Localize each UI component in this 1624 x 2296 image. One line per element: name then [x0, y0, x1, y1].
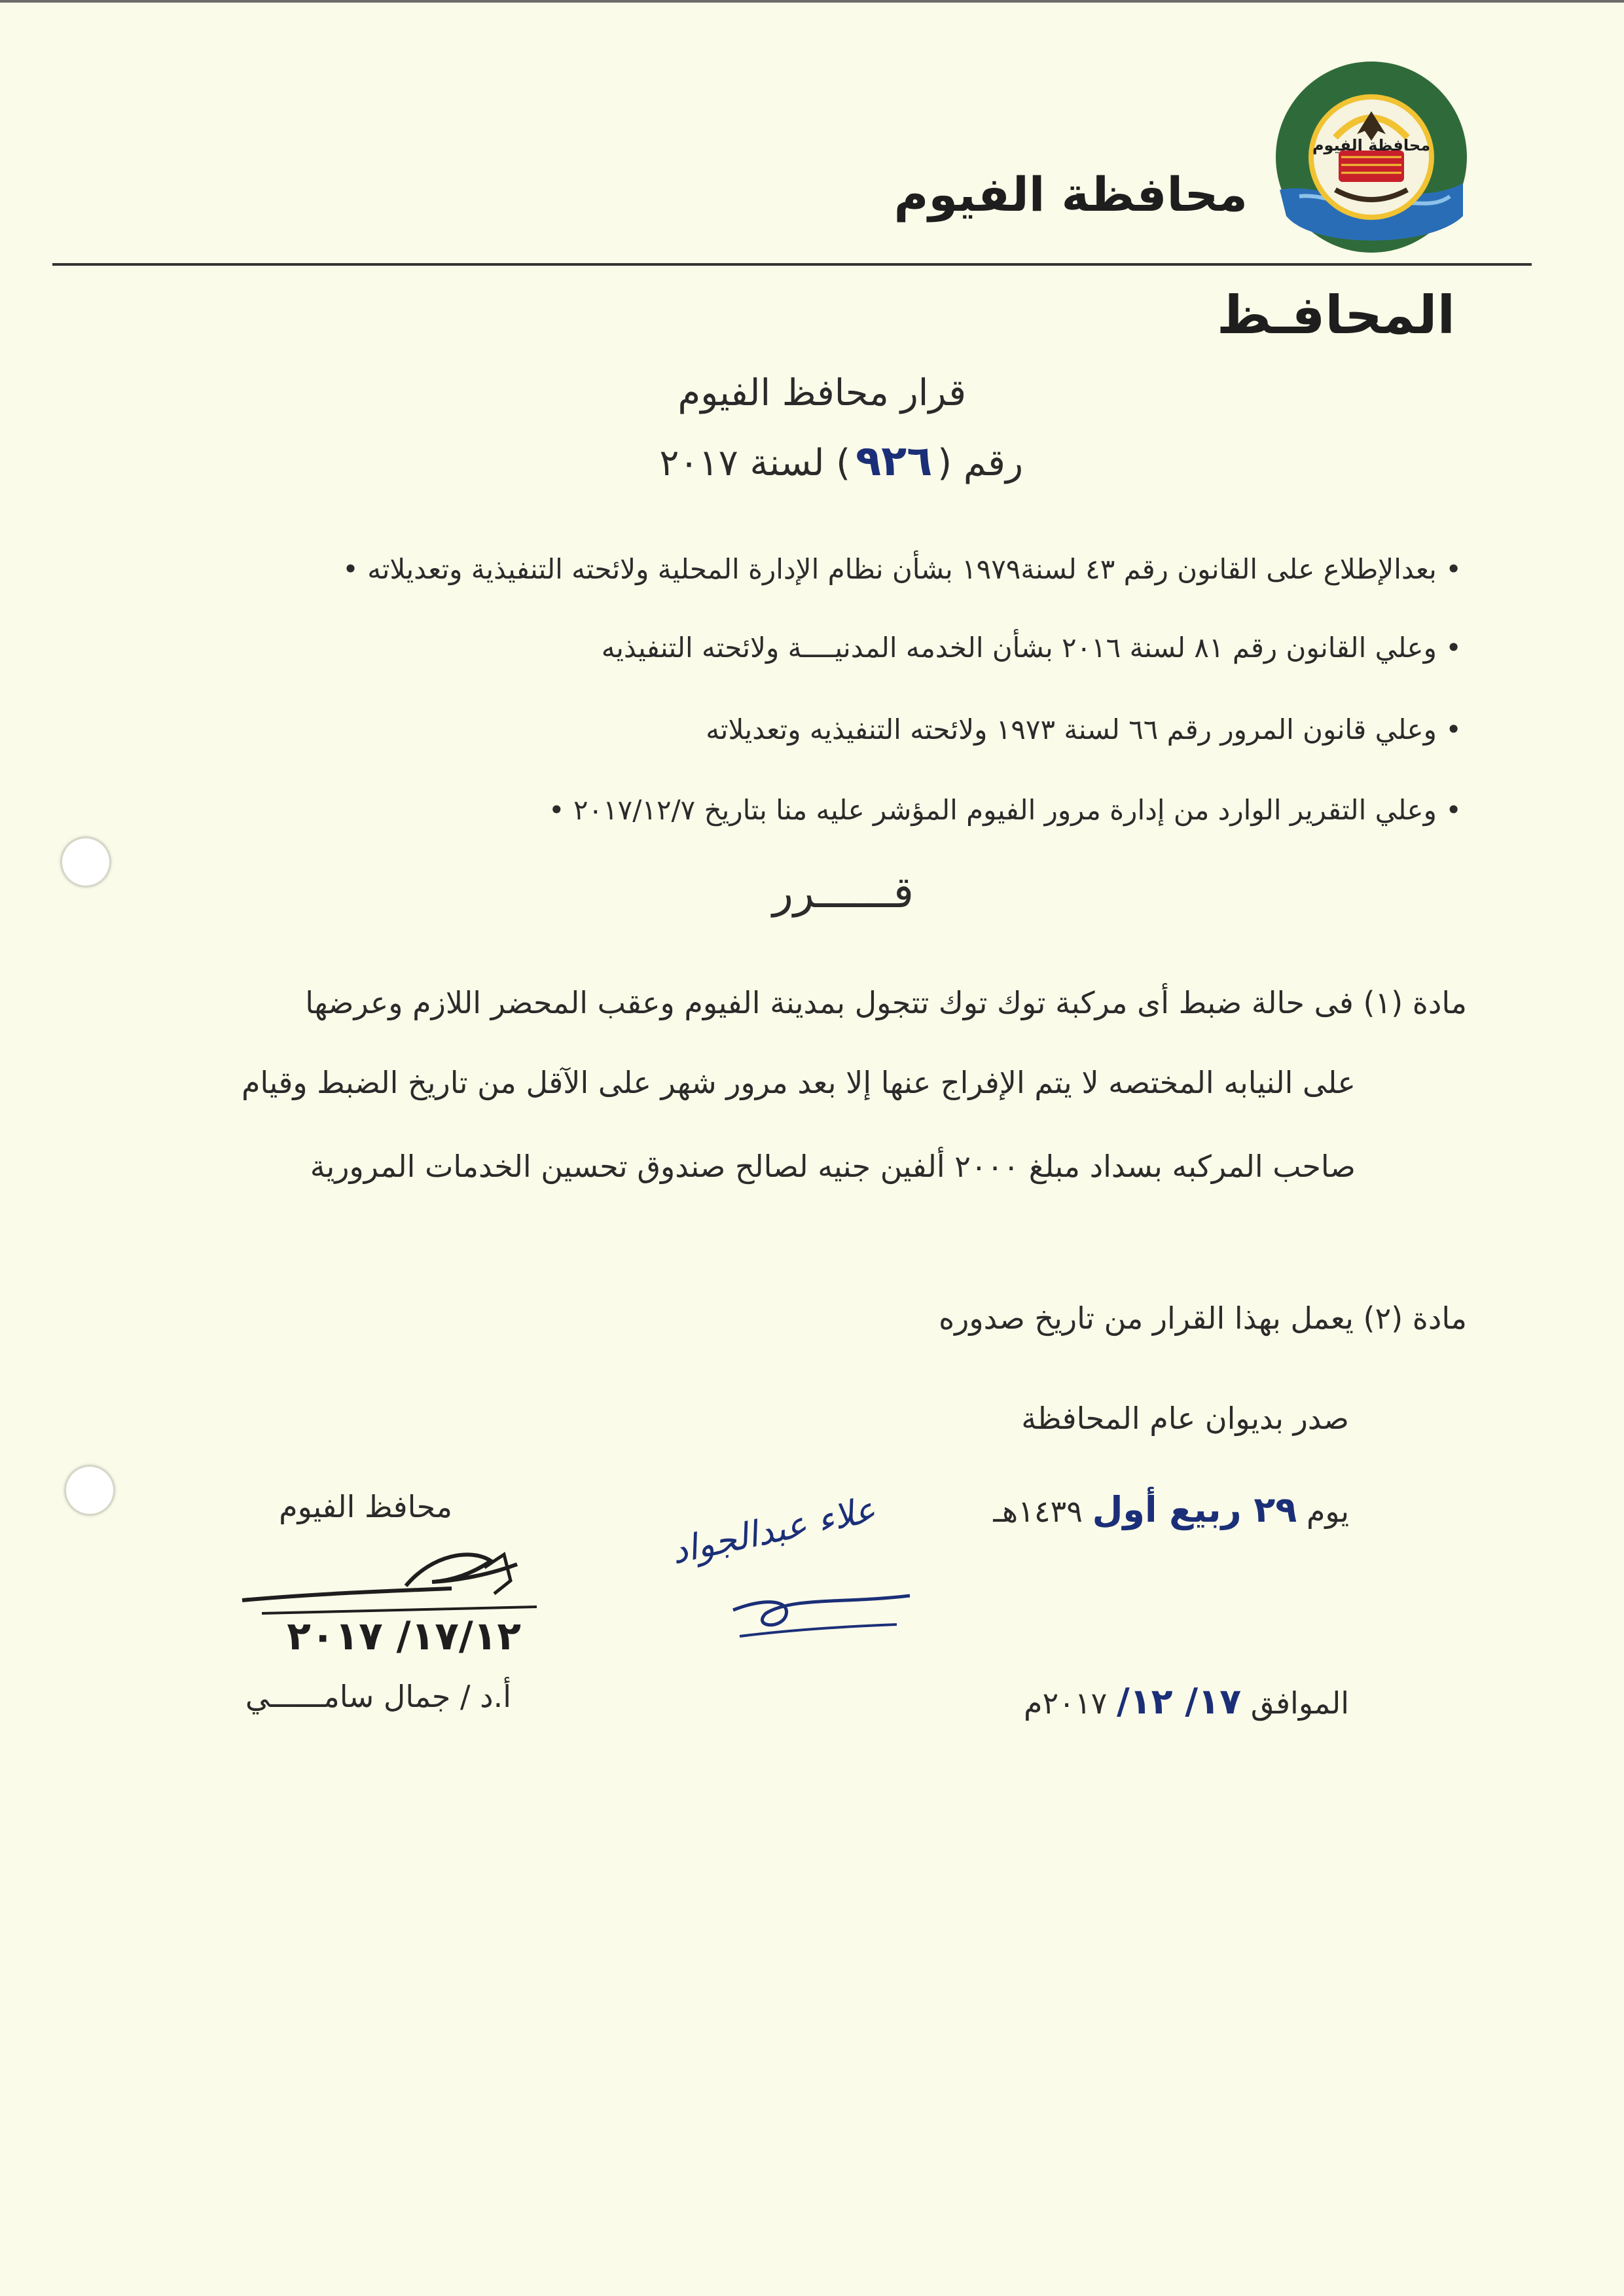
preamble-line-4: • وعلي التقرير الوارد من إدارة مرور الفيوم المؤشر عليه منا بتاريخ ٢٠١٧/١٢/٧ •: [548, 794, 1462, 826]
punch-hole-upper: [60, 836, 111, 888]
governorate-title: محافظة الفيوم: [893, 167, 1248, 222]
article-1-line-3: صاحب المركبه بسداد مبلغ ٢٠٠٠ ألفين جنيه لصالح صندوق تحسين الخدمات المرورية: [310, 1149, 1356, 1184]
hijri-date-line: [993, 1489, 1349, 1530]
reviewer-signature: [667, 1486, 943, 1649]
preamble-line-2: • وعلي القانون رقم ٨١ لسنة ٢٠١٦ بشأن الخدمه المدنيــــة ولائحته التنفيذيه: [601, 632, 1462, 664]
fayoum-governorate-emblem: [1273, 59, 1470, 255]
preamble-line-3: • وعلي قانون المرور رقم ٦٦ لسنة ١٩٧٣ ولائحته التنفيذيه وتعديلاته: [706, 713, 1462, 745]
governor-signature-label: محافظ الفيوم: [279, 1489, 452, 1524]
decision-number-handwritten: ٩٢٦: [856, 437, 933, 486]
header-rule: [52, 263, 1532, 266]
decision-number-suffix: ) لسنة ٢٠١٧: [659, 442, 851, 484]
decision-number-line: [659, 437, 1023, 486]
decision-title: قرار محافظ الفيوم: [677, 372, 966, 414]
preamble-line-1: • بعدالإطلاع على القانون رقم ٤٣ لسنة١٩٧٩ بشأن نظام الإدارة المحلية ولائحته التنفيذية وتعديلاته •: [342, 553, 1462, 585]
gregorian-date-line: [1024, 1681, 1349, 1722]
hijri-date-prefix: يوم: [1306, 1494, 1349, 1529]
decision-number-prefix: رقم (: [937, 442, 1023, 484]
hijri-date-handwritten: ٢٩ ربيع أول: [1092, 1489, 1297, 1530]
gregorian-date-prefix: الموافق: [1250, 1685, 1349, 1721]
scan-top-border: [0, 0, 1624, 3]
article-1-line-2: على النيابه المختصه لا يتم الإفراج عنها إلا بعد مرور شهر على الآقل من تاريخ الضبط وقيام: [241, 1065, 1356, 1100]
article-1-line-1: مادة (١) فى حالة ضبط أى مركبة توك توك تتجول بمدينة الفيوم وعقب المحضر اللازم وعرضها: [305, 985, 1467, 1020]
issued-at: صدر بديوان عام المحافظة: [1021, 1401, 1349, 1436]
reviewer-signature-lettering: علاء عبدالجواد: [667, 1488, 880, 1572]
gregorian-date-suffix: ٢٠١٧م: [1024, 1685, 1108, 1721]
office-title: المحافـظ: [1216, 285, 1455, 346]
punch-hole-lower: [64, 1465, 115, 1516]
governor-signature: [236, 1528, 563, 1626]
governor-name: أ.د / جمال سامــــــي: [245, 1679, 511, 1714]
governor-signature-date: ١٧/١٢/ ٢٠١٧: [287, 1613, 521, 1659]
emblem-lettering: محافظة الفيوم: [1312, 136, 1431, 154]
hijri-date-suffix: ١٤٣٩هـ: [993, 1494, 1083, 1529]
gregorian-date-handwritten: ١٧/ ١٢/: [1116, 1681, 1242, 1722]
article-2: مادة (٢) يعمل بهذا القرار من تاريخ صدوره: [939, 1300, 1467, 1336]
decided-heading: قــــــرر: [772, 867, 914, 918]
